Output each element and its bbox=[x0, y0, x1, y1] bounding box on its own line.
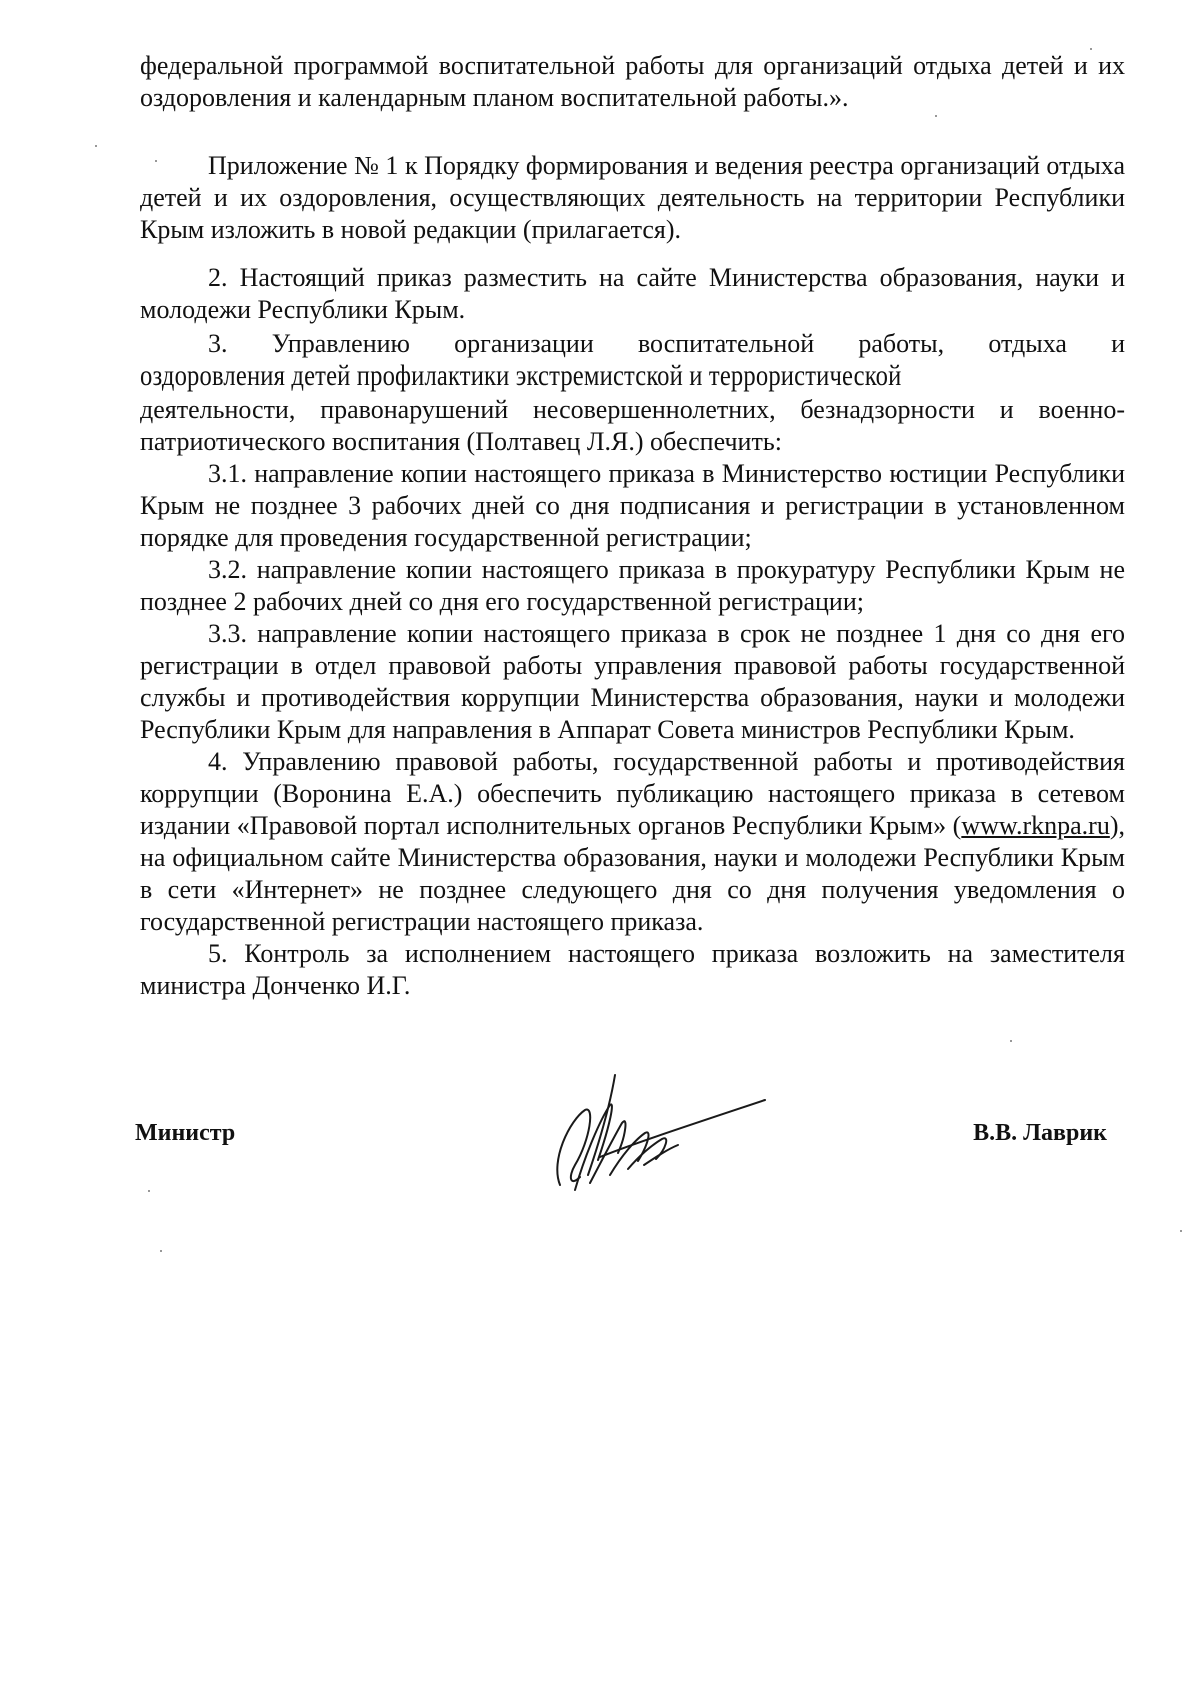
text-item-4-before-link: 4. Управлению правовой работы, государственной работы и противодействия коррупции (Воронина Е.А.) обеспечить публикацию настоящего приказа в сетевом издании «Правовой портал исполнительных органов Республики Крым» ( bbox=[140, 747, 1125, 840]
text-item-5: 5. Контроль за исполнением настоящего приказа возложить на заместителя министра Донченко И.Г. bbox=[140, 939, 1125, 1000]
text-item-3-3: 3.3. направление копии настоящего приказа в срок не позднее 1 дня со дня его регистрации в отдел правовой работы управления правовой работы государственной службы и противодействия коррупции Министерства образования, науки и молодежи Республики Крым для направления в Аппарат Совета министров Республики Крым. bbox=[140, 619, 1125, 744]
signer-name: В.В. Лаврик bbox=[973, 1120, 1107, 1146]
text-item-3-end: деятельности, правонарушений несовершеннолетних, безнадзорности и военно-патриотического воспитания (Полтавец Л.Я.) обеспечить: bbox=[140, 395, 1125, 456]
scan-speck bbox=[1090, 48, 1092, 50]
scan-speck bbox=[95, 145, 97, 147]
scan-speck bbox=[935, 115, 937, 117]
text-item-2: 2. Настоящий приказ разместить на сайте Министерства образования, науки и молодежи Республики Крым. bbox=[140, 263, 1125, 324]
scan-speck bbox=[1010, 1040, 1012, 1042]
signature-row bbox=[0, 1105, 1200, 1185]
scan-speck bbox=[148, 1190, 150, 1192]
handwritten-signature bbox=[540, 1065, 770, 1205]
signer-position: Министр bbox=[135, 1120, 236, 1146]
text-item-3-start: 3. Управлению организации воспитательной работы, отдыха и bbox=[208, 329, 1125, 358]
text-item-3-1: 3.1. направление копии настоящего приказа в Министерство юстиции Республики Крым не позднее 3 рабочих дней со дня подписания и регистрации в установленном порядке для проведения государственной регистрации; bbox=[140, 459, 1125, 552]
text-federal-program: федеральной программой воспитательной работы для организаций отдыха детей и их оздоровления и календарным планом воспитательной работы.». bbox=[140, 51, 1125, 112]
scan-speck bbox=[160, 1250, 162, 1252]
scan-speck bbox=[155, 160, 157, 162]
scan-speck bbox=[1180, 1230, 1182, 1232]
paragraph-appendix bbox=[140, 150, 1125, 246]
text-item-4 bbox=[140, 746, 1125, 938]
paragraph-3 bbox=[140, 328, 1125, 1002]
portal-link[interactable]: www.rknpa.ru bbox=[961, 811, 1110, 840]
paragraph-continuation bbox=[140, 50, 1125, 114]
paragraph-2 bbox=[140, 262, 1125, 326]
text-item-4-after-link: ), на официальном сайте Министерства образования, науки и молодежи Республики Крым в сети «Интернет» не позднее следующего дня со дня получения уведомления о государственной регистрации настоящего приказа. bbox=[140, 811, 1125, 936]
text-appendix-1: Приложение № 1 к Порядку формирования и ведения реестра организаций отдыха детей и их оздоровления, осуществляющих деятельность на территории Республики Крым изложить в новой редакции (прилагается). bbox=[140, 151, 1125, 244]
text-item-3-condensed: оздоровления детей профилактики экстремистской и террористической bbox=[140, 359, 902, 392]
text-item-3-2: 3.2. направление копии настоящего приказа в прокуратуру Республики Крым не позднее 2 рабочих дней со дня его государственной регистрации; bbox=[140, 555, 1125, 616]
